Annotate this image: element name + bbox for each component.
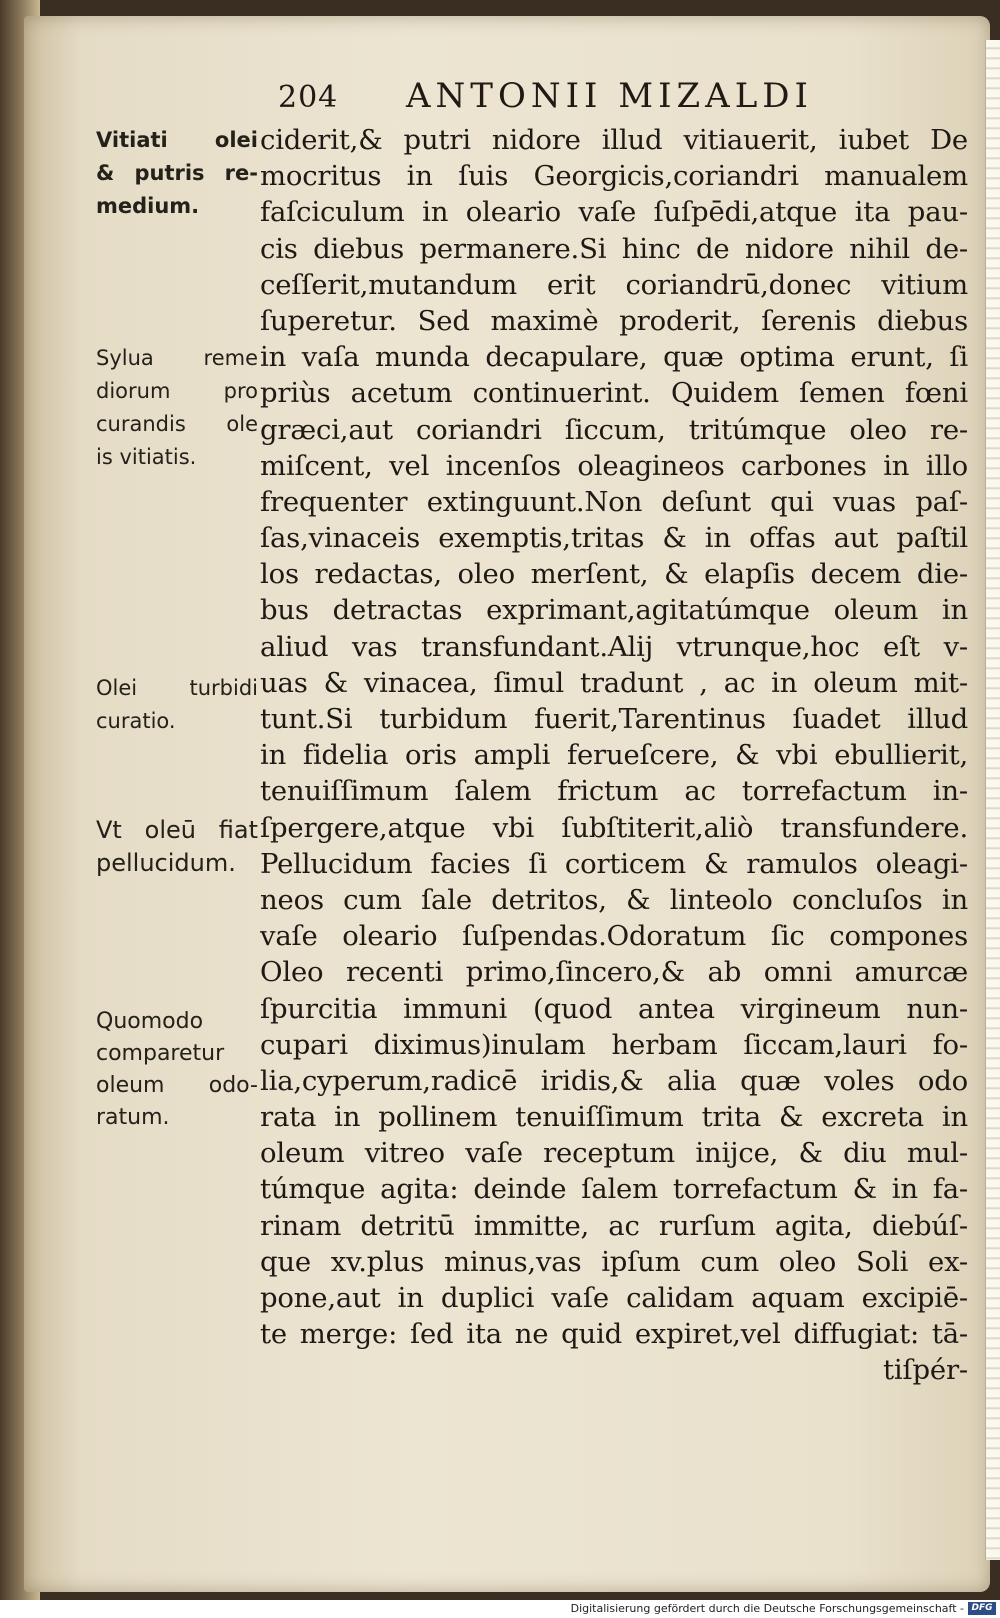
text-line: in fidelia oris ampli ferueſcere, & vbi ebullierit,	[260, 739, 968, 772]
margin-note	[96, 342, 258, 474]
margin-note	[96, 672, 258, 738]
text-line: cupari diximus)inulam herbam ſiccam,lauri fo-	[260, 1028, 968, 1061]
text-line: frequenter extinguunt.Non deſunt qui vuas paſ-	[260, 485, 968, 518]
text-line: tunt.Si turbidum fuerit,Tarentinus ſuadet illud	[260, 703, 968, 735]
text-line: ſpurcitia immuni (quod antea virgineum nun-	[260, 992, 968, 1025]
page-edges	[985, 40, 1000, 1560]
margin-note-line: ratum.	[96, 1105, 170, 1130]
text-line: cis diebus permanere.Si hinc de nidore nihil de-	[260, 232, 968, 265]
text-line: Pellucidum facies ſi corticem & ramulos oleagi-	[260, 847, 968, 880]
text-line: te merge: ſed ita ne quid expiret,vel diffugiat: tā-	[260, 1318, 968, 1351]
margin-note	[96, 124, 258, 223]
margin-note-line: & putris re-	[96, 161, 258, 185]
text-line: in vaſa munda decapulare, quæ optima erunt, ſi	[260, 341, 968, 374]
text-line: oleum vitreo vaſe receptum inijce, & diu mul-	[260, 1137, 968, 1170]
text-line: ſuperetur. Sed maximè proderit, ſerenis diebus	[260, 304, 968, 337]
margin-note-line: curandis ole	[96, 412, 258, 436]
text-line: pone,aut in duplici vaſe calidam aquam excipiē-	[260, 1282, 968, 1314]
page-header	[278, 76, 838, 126]
margin-note-line: pellucidum.	[96, 849, 236, 877]
dfg-logo: DFG	[968, 1602, 996, 1615]
text-line: ſpergere,atque vbi ſubſtiterit,aliò transfundere.	[260, 811, 968, 844]
text-line: mocritus in ſuis Georgicis,coriandri manualem	[260, 160, 968, 193]
margin-note-line: curatio.	[96, 709, 176, 733]
page-number: 204	[278, 80, 339, 115]
text-line: tenuiſſimum ſalem frictum ac torrefactum in-	[260, 775, 968, 808]
margin-note-line: medium.	[96, 194, 200, 218]
text-line: los redactas, oleo merſent, & elapſis decem die-	[260, 558, 968, 591]
margin-note	[96, 814, 258, 880]
text-line: priùs acetum continuerint. Quidem ſemen fœni	[260, 377, 968, 410]
text-line: rata in pollinem tenuiſſimum trita & excreta in	[260, 1101, 968, 1134]
text-line: Oleo recenti primo,ſincero,& ab omni amurcæ	[260, 956, 968, 989]
margin-note-line: Vt oleū fiat	[96, 816, 258, 844]
text-line: vaſe oleario ſuſpendas.Odoratum ſic compones	[260, 920, 968, 953]
running-title: ANTONII MIZALDI	[406, 76, 813, 116]
catchword: tiſpér-	[883, 1354, 968, 1387]
margin-note-line: Sylua reme	[96, 346, 258, 370]
text-line: miſcent, vel incenſos oleagineos carbones in illo	[260, 449, 968, 482]
margin-note-line: Olei turbidi	[96, 676, 258, 700]
text-line: lia,cyperum,radicē iridis,& alia quæ voles odo	[260, 1064, 968, 1097]
margin-note	[96, 1006, 258, 1134]
text-line: græci,aut coriandri ſiccum, tritúmque oleo re-	[260, 413, 968, 446]
margin-note-line: oleum odo-	[96, 1073, 258, 1098]
text-line: que xv.plus minus,vas ipſum cum oleo Soli ex-	[260, 1245, 968, 1278]
margin-note-line: comparetur	[96, 1041, 225, 1066]
footer-bar	[0, 1600, 1000, 1618]
text-line: aliud vas transfundant.Alij vtrunque,hoc eſt v-	[260, 630, 968, 663]
text-line: neos cum ſale detritos, & linteolo concluſos in	[260, 883, 968, 916]
text-line: ceſſerit,mutandum erit coriandrū,donec vitium	[260, 268, 968, 301]
margin-note-line: Vitiati olei	[96, 128, 258, 152]
text-line: uas & vinacea, ſimul tradunt , ac in oleum mit-	[260, 666, 968, 699]
text-line: rinam detritū immitte, ac rurſum agita, diebúſ-	[260, 1209, 968, 1242]
text-line: ciderit,& putri nidore illud vitiauerit, iubet De	[260, 124, 968, 156]
margin-note-line: is vitiatis.	[96, 445, 197, 469]
text-line: faſciculum in oleario vaſe ſuſpēdi,atque ita pau-	[260, 196, 968, 229]
text-line: ſas,vinaceis exemptis,tritas & in offas aut paſtil	[260, 522, 968, 555]
text-line: túmque agita: deinde ſalem torrefactum & in fa-	[260, 1173, 968, 1206]
margin-note-line: Quomodo	[96, 1009, 204, 1034]
funding-credit: Digitalisierung gefördert durch die Deutsche Forschungsgemeinschaft -	[570, 1602, 964, 1615]
body-text	[260, 122, 968, 1389]
text-line: bus detractas exprimant,agitatúmque oleum in	[260, 594, 968, 627]
margin-note-line: diorum pro	[96, 379, 258, 403]
